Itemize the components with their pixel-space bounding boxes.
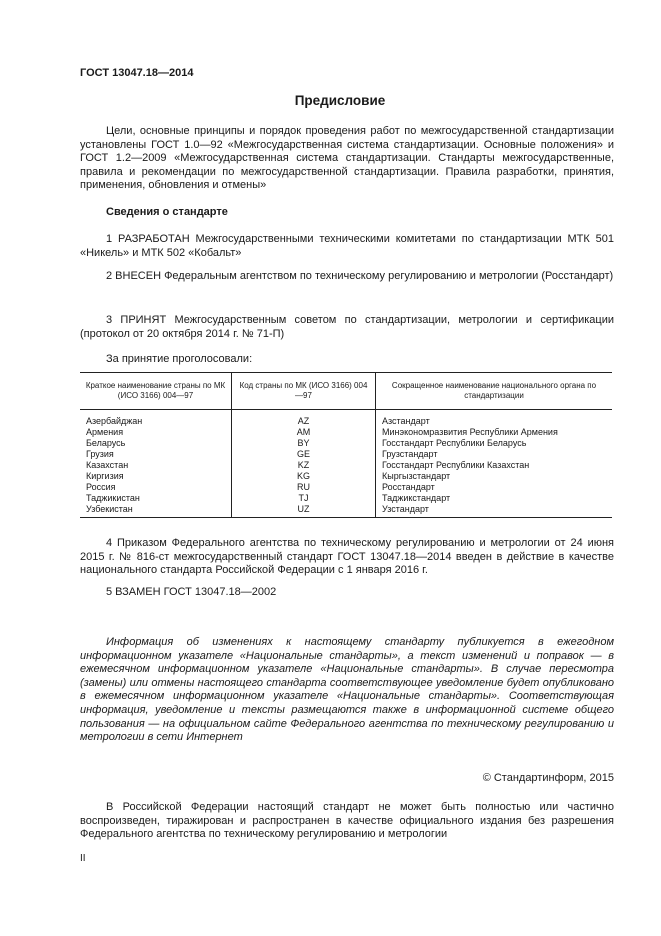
country-cell: Армения — [86, 427, 124, 437]
table-header-row — [80, 373, 612, 410]
page-title: Предисловие — [294, 93, 386, 108]
country-code-cell: AZ — [232, 410, 376, 428]
standards-body-cell: Росстандарт — [376, 482, 613, 493]
country-code-cell: AM — [232, 427, 376, 438]
country-cell: Беларусь — [86, 438, 126, 448]
document-code: ГОСТ 13047.18—2014 — [80, 67, 194, 79]
legal-notice: В Российской Федерации настоящий стандарт не может быть полностью или частично воспроизведен, тиражирован и распространен в качестве официального издания без разрешения Федерального агентства по техническому регулированию и метрологии — [80, 801, 614, 841]
country-cell: Азербайджан — [86, 416, 143, 426]
table-row — [80, 449, 612, 460]
column-header-code: Код страны по МК (ИСО 3166) 004—97 — [232, 373, 376, 410]
table-row — [80, 438, 612, 449]
table-body — [80, 410, 612, 518]
standards-body-cell: Таджикстандарт — [376, 493, 613, 504]
country-cell: Грузия — [86, 449, 114, 459]
table-row — [80, 504, 612, 518]
item-enacted: 4 Приказом Федерального агентства по техническому регулированию и метрологии от 24 июня 2015 г. № 816-ст межгосударственный стандарт ГОСТ 13047.18—2014 введен в действие в качестве национального стандарта Российской Федерации с 1 января 2016 г. — [80, 537, 614, 577]
country-code-cell: GE — [232, 449, 376, 460]
country-cell: Таджикистан — [86, 493, 140, 503]
country-code-cell: RU — [232, 482, 376, 493]
vote-intro: За принятие проголосовали: — [106, 353, 253, 365]
changes-notice: Информация об изменениях к настоящему стандарту публикуется в ежегодном информационном указателе «Национальные стандарты», а текст изменений и поправок — в ежемесячном информационном указателе «Национальные стандарты». В случае пересмотра (замены) или отмены настоящего стандарта соответствующее уведомление будет опубликовано в ежемесячном информационном указателе «Национальные стандарты». Соответствующая информация, уведомление и тексты размещаются также в информационной системе общего пользования — на официальном сайте Федерального агентства по техническому регулированию и метрологии в сети Интернет — [80, 636, 614, 744]
country-cell: Киргизия — [86, 471, 124, 481]
country-cell: Узбекистан — [80, 504, 232, 518]
page-number: II — [80, 853, 86, 864]
table-row — [80, 410, 612, 428]
country-cell: Россия — [86, 482, 116, 492]
copyright-notice: © Стандартинформ, 2015 — [482, 772, 614, 784]
intro-paragraph: Цели, основные принципы и порядок проведения работ по межгосударственной стандартизации установлены ГОСТ 1.0—92 «Межгосударственная система стандартизации. Основные положения» и ГОСТ 1.2—2009 «Межгосударственная система стандартизации. Стандарты межгосударственные, правила и рекомендации по межгосударственной стандартизации. Правила разработки, принятия, применения, обновления и отмены» — [80, 125, 614, 192]
country-code-cell: TJ — [232, 493, 376, 504]
column-header-body: Сокращенное наименование национального органа по стандартизации — [376, 373, 613, 410]
standards-body-cell: Грузстандарт — [376, 449, 613, 460]
table-row — [80, 493, 612, 504]
voting-table — [80, 372, 612, 518]
item-adopted: 3 ПРИНЯТ Межгосударственным советом по стандартизации, метрологии и сертификации (протокол от 20 октября 2014 г. № 71-П) — [80, 314, 614, 340]
section-heading: Сведения о стандарте — [106, 206, 228, 218]
table-row — [80, 460, 612, 471]
standards-body-cell: Госстандарт Республики Казахстан — [376, 460, 613, 471]
standards-body-cell: Минэкономразвития Республики Армения — [376, 427, 613, 438]
standards-body-cell: Узстандарт — [376, 504, 613, 518]
column-header-country: Краткое наименование страны по МК (ИСО 3166) 004—97 — [80, 373, 232, 410]
table-row — [80, 471, 612, 482]
country-code-cell: KG — [232, 471, 376, 482]
item-developed: 1 РАЗРАБОТАН Межгосударственными техническими комитетами по стандартизации МТК 501 «Никель» и МТК 502 «Кобальт» — [80, 233, 614, 259]
country-code-cell: BY — [232, 438, 376, 449]
item-introduced: 2 ВНЕСЕН Федеральным агентством по техническому регулированию и метрологии (Росстандарт) — [106, 270, 614, 282]
standards-body-cell: Кыргызстандарт — [376, 471, 613, 482]
country-code-cell: KZ — [232, 460, 376, 471]
table-row — [80, 482, 612, 493]
country-cell: Казахстан — [86, 460, 129, 470]
table-row — [80, 427, 612, 438]
item-replaces: 5 ВЗАМЕН ГОСТ 13047.18—2002 — [106, 586, 277, 598]
standards-body-cell: Азстандарт — [376, 410, 613, 428]
country-code-cell: UZ — [232, 504, 376, 518]
standards-body-cell: Госстандарт Республики Беларусь — [376, 438, 613, 449]
